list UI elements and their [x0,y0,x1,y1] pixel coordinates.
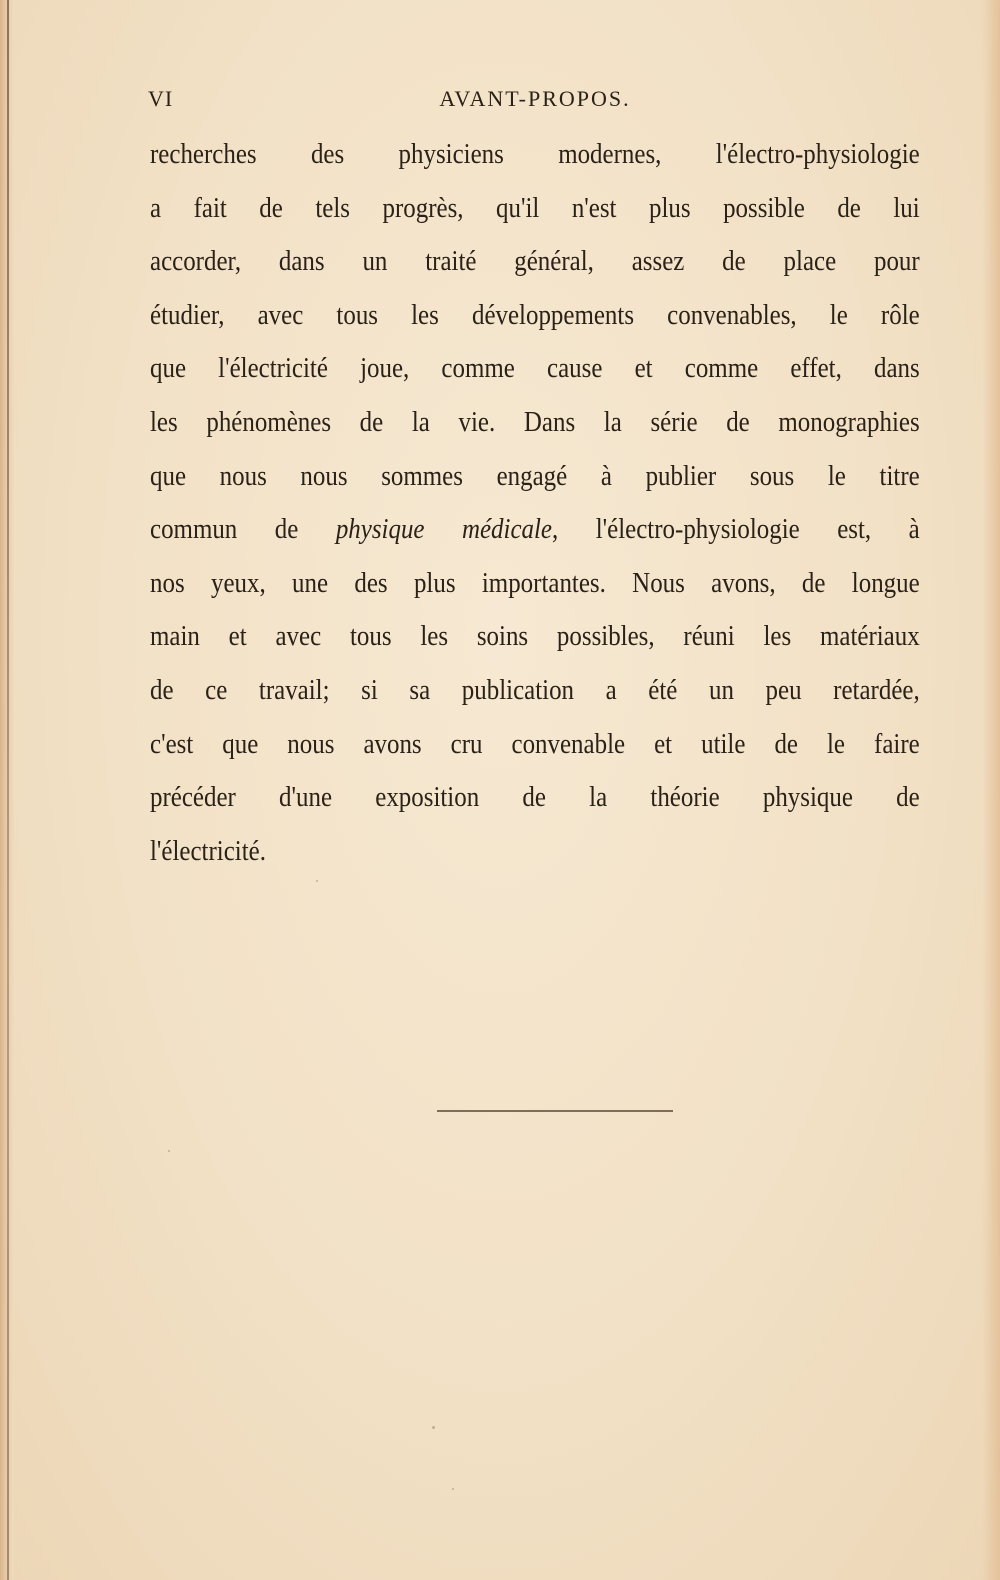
page-right-edge [982,0,1000,1580]
text-line: c'est que nous avons cru convenable et utile de le faire [150,727,920,760]
text-segment: , l'électro-physiologie est, à [552,513,920,546]
text-line: que l'électricité joue, comme cause et comme effet, dans [150,352,920,385]
text-line: l'électricité. [150,834,266,867]
text-line: a fait de tels progrès, qu'il n'est plus possible de lui [150,191,920,224]
section-end-rule [437,1110,673,1112]
text-line: nos yeux, une des plus importantes. Nous avons, de longue [150,566,920,599]
text-line [150,503,920,557]
italic-title-phrase: physique médicale [335,513,553,546]
text-line: précéder d'une exposition de la théorie physique de [150,781,920,814]
page-gutter-line [7,0,9,1580]
text-segment: commun de [150,513,336,546]
body-paragraph [150,128,920,878]
text-line: de ce travail; si sa publication a été un peu retardée, [150,673,920,706]
text-line: les phénomènes de la vie. Dans la série de monographies [150,405,920,438]
page-header [148,86,922,116]
paper-speck [432,1426,435,1429]
text-line: main et avec tous les soins possibles, réuni les matériaux [150,620,920,653]
text-line: étudier, avec tous les développements convenables, le rôle [150,298,920,331]
paper-speck [168,1150,170,1152]
running-title: AVANT-PROPOS. [439,86,631,111]
text-line: recherches des physiciens modernes, l'électro-physiologie [150,138,920,170]
text-line: que nous nous sommes engagé à publier sous le titre [150,459,920,492]
text-line: accorder, dans un traité général, assez de place pour [150,245,920,278]
paper-speck [316,880,318,882]
paper-speck [452,1488,454,1490]
page-number: VI [148,86,174,111]
